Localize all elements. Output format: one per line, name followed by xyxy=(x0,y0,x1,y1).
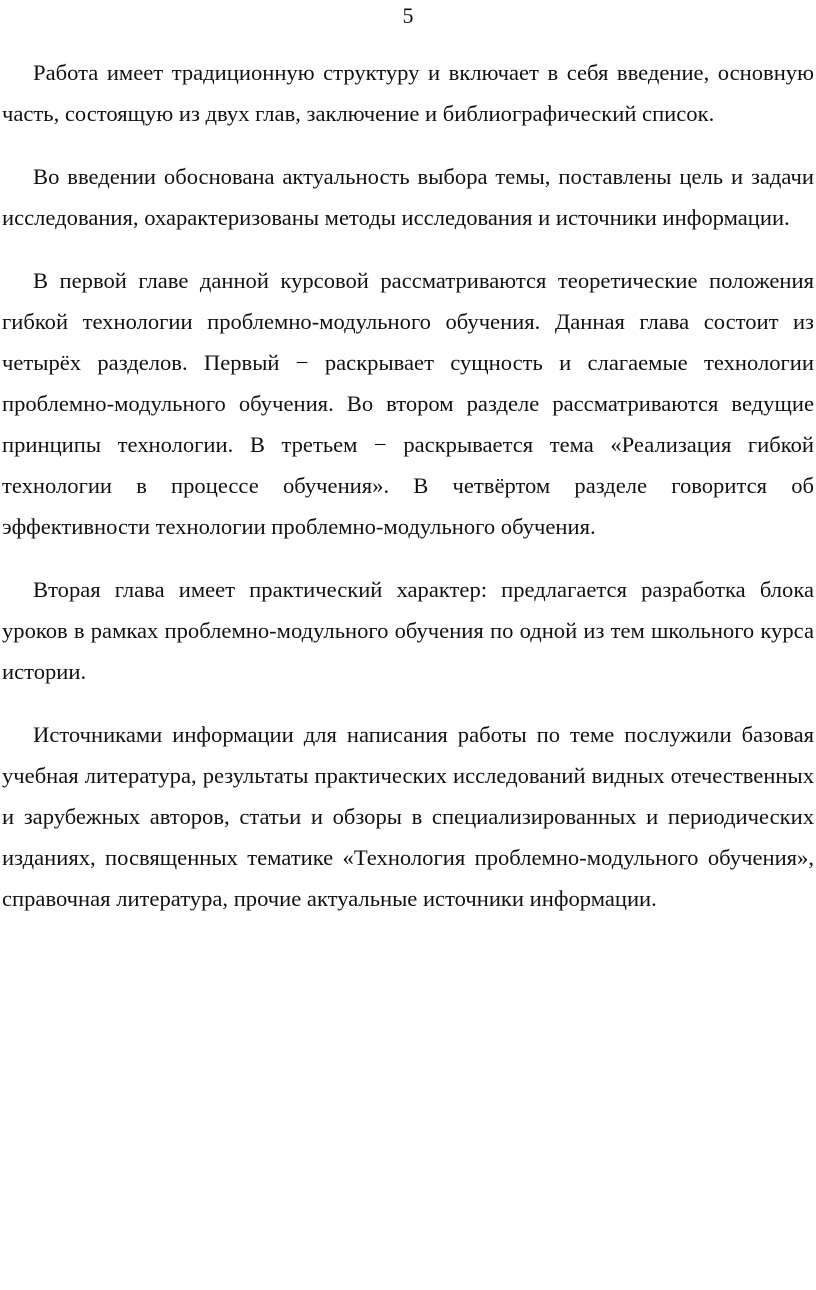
paragraph-sources: Источниками информации для написания работы по теме послужили базовая учебная литература, результаты практических исследований видных отечественных и зарубежных авторов, статьи и обзоры в специализированных и периодических изданиях, посвященных тематике «Технология проблемно-модульного обучения», справочная литература, прочие актуальные источники информации. xyxy=(2,722,814,911)
document-body xyxy=(0,52,816,941)
paragraph-structure: Работа имеет традиционную структуру и включает в себя введение, основную часть, состоящую из двух глав, заключение и библиографический список. xyxy=(2,60,814,126)
paragraph-introduction: Во введении обоснована актуальность выбора темы, поставлены цель и задачи исследования, охарактеризованы методы исследования и источники информации. xyxy=(2,164,814,230)
paragraph-chapter-two: Вторая глава имеет практический характер: предлагается разработка блока уроков в рамках проблемно-модульного обучения по одной из тем школьного курса истории. xyxy=(2,577,814,684)
page-number: 5 xyxy=(402,3,414,28)
paragraph-chapter-one: В первой главе данной курсовой рассматриваются теоретические положения гибкой технологии проблемно-модульного обучения. Данная глава состоит из четырёх разделов. Первый − раскрывает сущность и слагаемые технологии проблемно-модульного обучения. Во втором разделе рассматриваются ведущие принципы технологии. В третьем − раскрывается тема «Реализация гибкой технологии в процессе обучения». В четвёртом разделе говорится об эффективности технологии проблемно-модульного обучения. xyxy=(2,268,814,539)
